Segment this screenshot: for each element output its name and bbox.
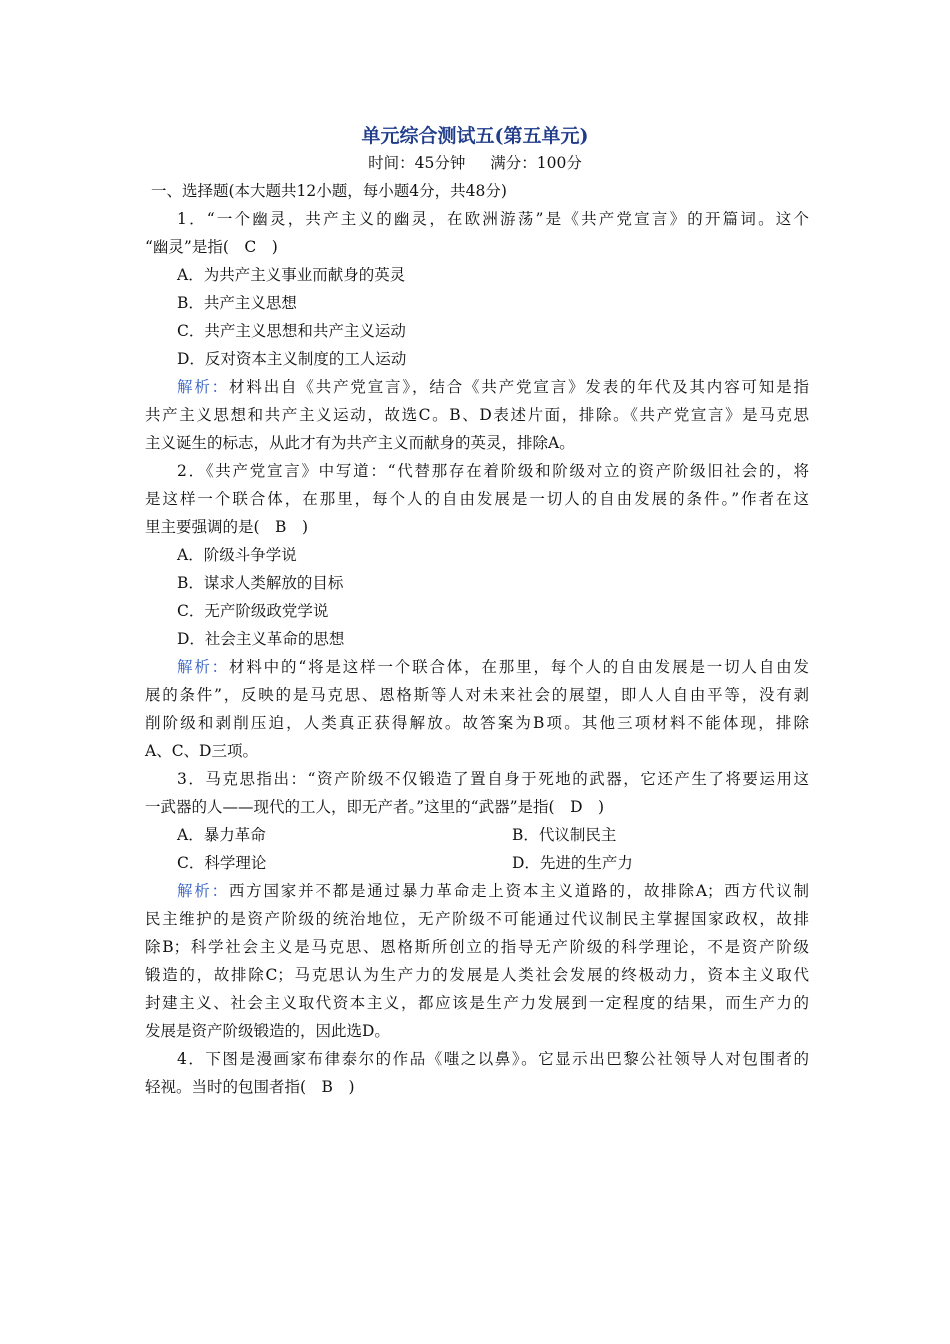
section-heading: 一、选择题(本大题共12小题，每小题4分，共48分) <box>151 182 507 200</box>
question-2 <box>145 457 809 765</box>
analysis-line: 主义诞生的标志，从此才有为共产主义而献身的英灵，排除A。 <box>145 434 575 452</box>
analysis-line: 除B；科学社会主义是马克思、恩格斯所创立的指导无产阶级的科学理论，不是资产阶级 <box>145 938 809 956</box>
option-d: D．反对资本主义制度的工人运动 <box>177 350 407 368</box>
option-c: C．科学理论 <box>177 854 267 872</box>
analysis-line: 展的条件”，反映的是马克思、恩格斯等人对未来社会的展望，即人人自由平等，没有剥 <box>145 686 809 704</box>
question-3 <box>145 765 809 1045</box>
analysis-line: 锻造的，故排除C；马克思认为生产力的发展是人类社会发展的终极动力，资本主义取代 <box>145 966 809 984</box>
exam-meta <box>0 151 950 173</box>
content <box>145 177 809 1101</box>
analysis-label: 解析： <box>177 658 230 676</box>
option-b: B．代议制民主 <box>512 826 617 844</box>
analysis-line: 削阶级和剥削压迫，人类真正获得解放。故答案为B项。其他三项材料不能体现，排除 <box>145 714 809 732</box>
time-limit: 时间：45分钟 <box>368 154 466 172</box>
question-4 <box>145 1045 809 1101</box>
option-b: B．谋求人类解放的目标 <box>177 574 344 592</box>
question-stem-line: 1．“一个幽灵，共产主义的幽灵，在欧洲游荡”是《共产党宣言》的开篇词。这个 <box>177 210 809 228</box>
analysis-label: 解析： <box>177 882 229 900</box>
analysis-label: 解析： <box>177 378 230 396</box>
analysis-line: 解析：材料出自《共产党宣言》，结合《共产党宣言》发表的年代及其内容可知是指 <box>177 378 809 396</box>
question-stem-line: 轻视。当时的包围者指( B ) <box>145 1078 355 1096</box>
analysis-line: 共产主义思想和共产主义运动，故选C。B、D表述片面，排除。《共产党宣言》是马克思 <box>145 406 809 424</box>
analysis-line: 发展是资产阶级锻造的，因此选D。 <box>145 1022 390 1040</box>
question-stem-line: 2．《共产党宣言》中写道：“代替那存在着阶级和阶级对立的资产阶级旧社会的，将 <box>177 462 809 480</box>
analysis-line: 解析：西方国家并不都是通过暴力革命走上资本主义道路的，故排除A；西方代议制 <box>177 882 809 900</box>
question-stem-line: 一武器的人——现代的工人，即无产者。”这里的“武器”是指( D ) <box>145 798 605 816</box>
option-row <box>145 821 809 849</box>
question-stem-line: “幽灵”是指( C ) <box>145 238 278 256</box>
option-d: D．社会主义革命的思想 <box>177 630 345 648</box>
question-stem-line: 4．下图是漫画家布律泰尔的作品《嗤之以鼻》。它显示出巴黎公社领导人对包围者的 <box>177 1050 809 1068</box>
analysis-line: A、C、D三项。 <box>145 742 258 760</box>
analysis-line: 解析：材料中的“将是这样一个联合体，在那里，每个人的自由发展是一切人自由发 <box>177 658 809 676</box>
analysis-line: 封建主义、社会主义取代资本主义，都应该是生产力发展到一定程度的结果，而生产力的 <box>145 994 809 1012</box>
option-a: A．暴力革命 <box>177 826 266 844</box>
analysis-line: 民主维护的是资产阶级的统治地位，无产阶级不可能通过代议制民主掌握国家政权，故排 <box>145 910 809 928</box>
question-stem-line: 3．马克思指出：“资产阶级不仅锻造了置自身于死地的武器，它还产生了将要运用这 <box>177 770 809 788</box>
option-a: A．为共产主义事业而献身的英灵 <box>177 266 406 284</box>
full-score: 满分：100分 <box>490 154 582 172</box>
option-b: B．共产主义思想 <box>177 294 297 312</box>
option-row <box>145 849 809 877</box>
option-d: D．先进的生产力 <box>512 854 633 872</box>
question-1 <box>145 205 809 457</box>
question-stem-line: 是这样一个联合体，在那里，每个人的自由发展是一切人的自由发展的条件。”作者在这 <box>145 490 809 508</box>
page-title: 单元综合测试五(第五单元) <box>361 125 589 147</box>
question-stem-line: 里主要强调的是( B ) <box>145 518 308 536</box>
option-c: C．共产主义思想和共产主义运动 <box>177 322 406 340</box>
option-a: A．阶级斗争学说 <box>177 546 297 564</box>
option-c: C．无产阶级政党学说 <box>177 602 329 620</box>
